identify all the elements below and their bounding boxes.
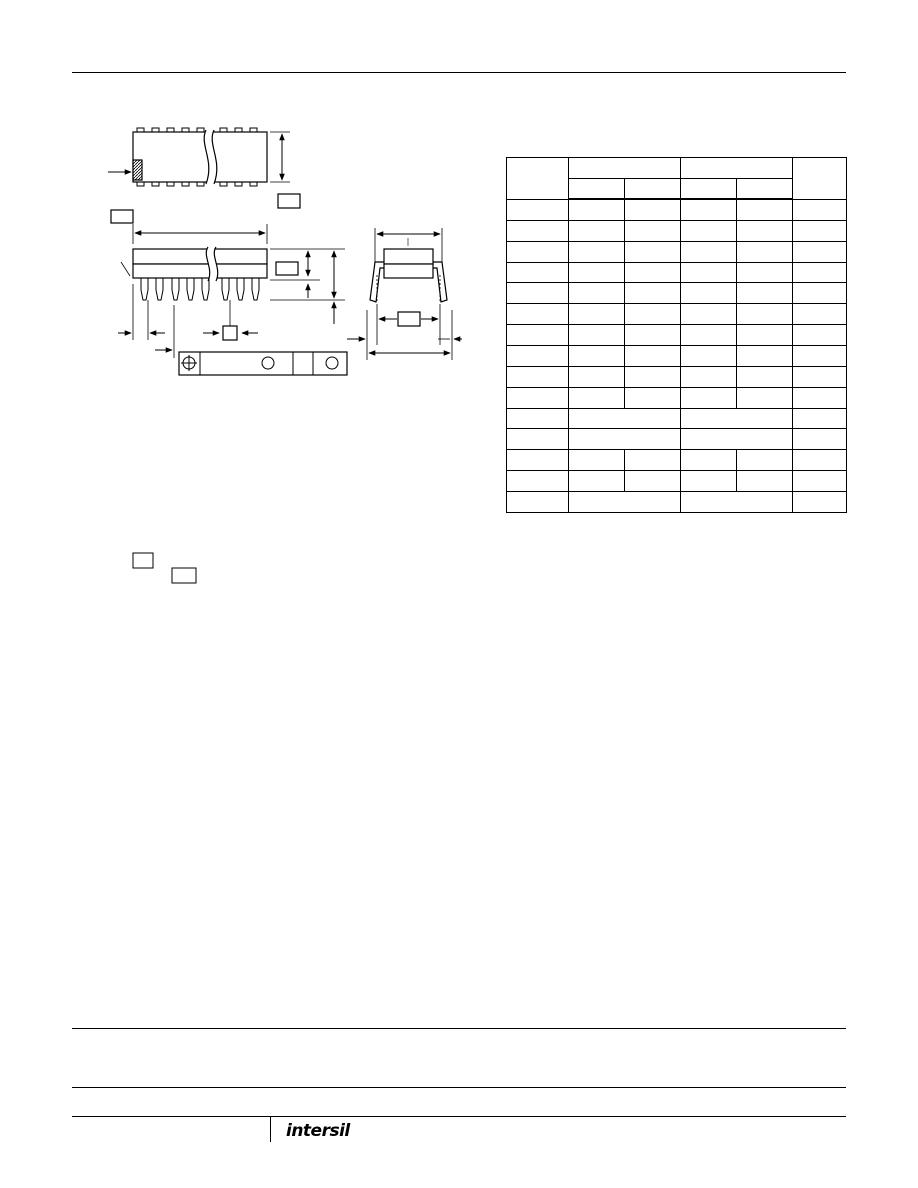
table-cell	[569, 346, 625, 367]
footer-divider	[270, 1117, 271, 1142]
table-cell	[569, 408, 681, 429]
table-cell	[507, 220, 569, 241]
table-row	[507, 220, 847, 241]
table-row	[507, 492, 847, 513]
feature-control-frame	[179, 352, 347, 375]
table-subheader	[569, 179, 625, 200]
table-cell	[569, 366, 625, 387]
footer-rule-lower	[72, 1116, 846, 1117]
table-cell	[569, 262, 625, 283]
table-header-group	[569, 158, 681, 179]
dimension-table	[506, 157, 847, 513]
table-cell	[681, 325, 737, 346]
table-cell	[681, 241, 737, 262]
table-cell	[507, 471, 569, 492]
table-cell	[737, 366, 793, 387]
table-cell	[507, 241, 569, 262]
table-cell	[569, 304, 625, 325]
table-cell	[793, 241, 847, 262]
table-cell	[793, 199, 847, 220]
table-cell	[737, 471, 793, 492]
table-cell	[625, 325, 681, 346]
table-cell	[681, 471, 737, 492]
table-cell	[793, 283, 847, 304]
table-cell	[737, 199, 793, 220]
table-cell	[737, 450, 793, 471]
table-cell	[569, 283, 625, 304]
table-row	[507, 199, 847, 220]
table-cell	[625, 220, 681, 241]
table-cell	[737, 387, 793, 408]
table-cell	[737, 325, 793, 346]
top-view	[108, 128, 300, 208]
table-row	[507, 366, 847, 387]
table-row	[507, 283, 847, 304]
table-cell	[625, 241, 681, 262]
table-cell	[793, 346, 847, 367]
table-cell	[507, 262, 569, 283]
table-cell	[507, 199, 569, 220]
table-cell	[793, 471, 847, 492]
table-header-symbol	[507, 158, 569, 200]
table-cell	[737, 220, 793, 241]
table-row	[507, 304, 847, 325]
pin1-index-mark	[133, 160, 142, 180]
table-row	[507, 325, 847, 346]
table-cell	[681, 346, 737, 367]
table-row	[507, 241, 847, 262]
table-cell	[793, 366, 847, 387]
table-cell	[737, 262, 793, 283]
datum-box	[111, 210, 133, 223]
note-datum-box	[172, 568, 196, 583]
table-cell	[625, 471, 681, 492]
table-subheader	[681, 179, 737, 200]
table-cell	[737, 346, 793, 367]
table-cell	[569, 492, 681, 513]
table-cell	[625, 387, 681, 408]
table-cell	[569, 220, 625, 241]
table-cell	[569, 325, 625, 346]
table-cell	[793, 220, 847, 241]
table-row	[507, 429, 847, 450]
datum-box	[398, 312, 420, 326]
table-cell	[625, 262, 681, 283]
end-view	[347, 228, 462, 360]
table-row	[507, 471, 847, 492]
table-cell	[507, 492, 569, 513]
table-cell	[507, 283, 569, 304]
table-cell	[793, 450, 847, 471]
table-cell	[681, 366, 737, 387]
table-cell	[681, 304, 737, 325]
svg-text:intersil: intersil	[286, 1121, 350, 1141]
table-cell	[507, 387, 569, 408]
table-row	[507, 262, 847, 283]
table-cell	[569, 450, 625, 471]
footer-rule-upper	[72, 1028, 846, 1029]
table-subheader	[737, 179, 793, 200]
table-cell	[507, 408, 569, 429]
table-cell	[681, 408, 793, 429]
table-cell	[569, 429, 681, 450]
table-cell	[569, 471, 625, 492]
table-cell	[681, 283, 737, 304]
dimension-table-body	[507, 199, 847, 513]
table-cell	[625, 283, 681, 304]
intersil-logo	[286, 1118, 358, 1142]
table-row	[507, 450, 847, 471]
table-cell	[793, 325, 847, 346]
side-view	[111, 210, 347, 375]
table-cell	[507, 366, 569, 387]
table-cell	[793, 408, 847, 429]
table-cell	[681, 199, 737, 220]
table-row	[507, 408, 847, 429]
table-cell	[507, 304, 569, 325]
table-cell	[569, 241, 625, 262]
datum-box	[278, 194, 300, 208]
table-cell	[507, 450, 569, 471]
table-cell	[625, 346, 681, 367]
table-cell	[681, 387, 737, 408]
table-cell	[793, 262, 847, 283]
note-datum-box	[133, 553, 153, 568]
table-row	[507, 387, 847, 408]
table-cell	[507, 429, 569, 450]
table-cell	[793, 304, 847, 325]
table-subheader	[625, 179, 681, 200]
table-cell	[681, 492, 793, 513]
table-cell	[507, 325, 569, 346]
table-cell	[793, 429, 847, 450]
table-cell	[569, 199, 625, 220]
table-cell	[625, 304, 681, 325]
table-cell	[625, 366, 681, 387]
table-cell	[625, 199, 681, 220]
table-cell	[681, 429, 793, 450]
table-header-notes	[793, 158, 847, 200]
table-cell	[737, 304, 793, 325]
table-header-group	[681, 158, 793, 179]
datum-box	[223, 326, 237, 340]
table-cell	[737, 241, 793, 262]
table-cell	[793, 387, 847, 408]
table-cell	[681, 262, 737, 283]
datum-box	[276, 262, 298, 275]
table-cell	[569, 387, 625, 408]
footer-rule-middle	[72, 1087, 846, 1088]
table-cell	[507, 346, 569, 367]
table-cell	[737, 283, 793, 304]
table-cell	[625, 450, 681, 471]
table-cell	[681, 220, 737, 241]
table-row	[507, 346, 847, 367]
table-cell	[793, 492, 847, 513]
table-cell	[681, 450, 737, 471]
